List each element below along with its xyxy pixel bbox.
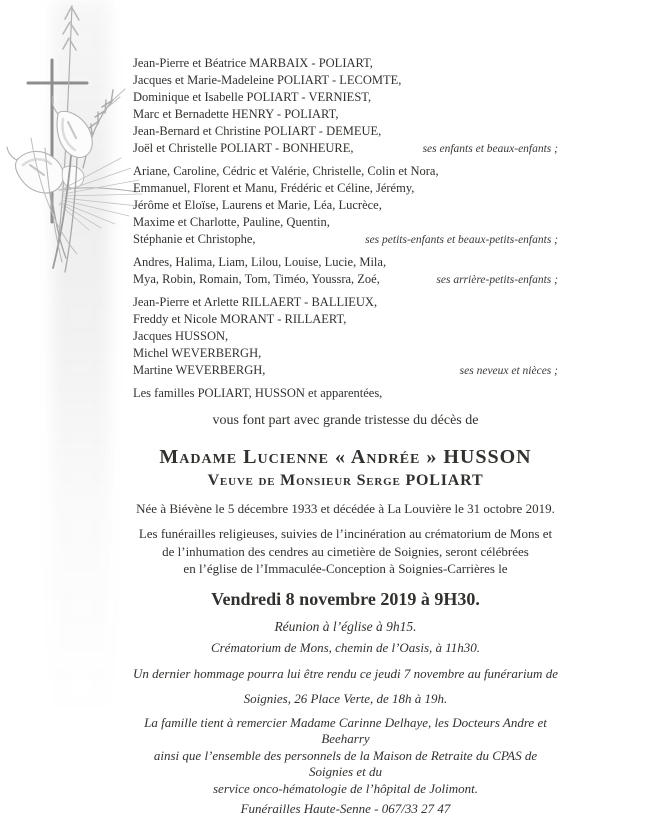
family-name: Marc et Bernadette HENRY - POLIART, (133, 107, 339, 121)
family-group-nephews-nieces (133, 294, 558, 380)
family-group-great-grandchildren (133, 254, 558, 289)
family-name: Andres, Halima, Liam, Lilou, Louise, Lucie, Mila, (133, 255, 387, 269)
family-name: Maxime et Charlotte, Pauline, Quentin, (133, 215, 330, 229)
thanks-paragraph (133, 715, 558, 798)
family-name: Jean-Bernard et Christine POLIART - DEMEUE, (133, 124, 382, 138)
family-name-line (133, 254, 558, 271)
family-name-line (133, 140, 558, 158)
deceased-title: Madame Lucienne « Andrée » (159, 446, 438, 468)
family-name-line (133, 362, 558, 380)
ceremony-paragraph (133, 525, 558, 578)
family-name-line (133, 180, 558, 197)
family-name-line (133, 294, 558, 311)
family-name-line (133, 106, 558, 123)
ceremony-line: en l’église de l’Immaculée-Conception à Soignies-Carrières le (183, 561, 508, 576)
tribute-line: Un dernier hommage pourra lui être rendu ce jeudi 7 novembre au funérarium de (133, 665, 558, 681)
family-name-line (133, 89, 558, 106)
family-name-line (133, 163, 558, 180)
family-group-grandchildren (133, 163, 558, 249)
related-families-line (133, 385, 558, 402)
family-name-line (133, 214, 558, 231)
family-name: Jérôme et Eloïse, Laurens et Marie, Léa, Lucrèce, (133, 198, 382, 212)
deceased-surname: HUSSON (443, 446, 532, 468)
thanks-line: ainsi que l’ensemble des personnels de la Maison de Retraite du CPAS de Soignies et du (153, 747, 538, 779)
tribute-paragraph (133, 665, 558, 707)
announcement-body (133, 55, 558, 817)
family-name: Jacques HUSSON, (133, 329, 229, 343)
family-name: Freddy et Nicole MORANT - RILLAERT, (133, 312, 347, 326)
family-name: Jean-Pierre et Béatrice MARBAIX - POLIART, (133, 56, 373, 70)
family-name: Jean-Pierre et Arlette RILLAERT - BALLIEUX, (133, 295, 378, 309)
relation-label: ses enfants et beaux-enfants ; (422, 143, 558, 155)
family-name-line (133, 123, 558, 140)
family-name: Michel WEVERBERGH, (133, 346, 262, 360)
widow-line (133, 470, 558, 491)
family-name-line (133, 231, 558, 249)
ceremony-line: de l’inhumation des cendres au cimetière de Soignies, seront célébrées (162, 543, 529, 559)
widow-surname: POLIART (405, 472, 484, 489)
thanks-line: La famille tient à remercier Madame Carinne Delhaye, les Docteurs Andre et Beeharry (144, 714, 547, 746)
family-name: Les familles POLIART, HUSSON et apparentées, (133, 386, 383, 400)
life-dates: Née à Biévène le 5 décembre 1933 et décédée à La Louvière le 31 octobre 2019. (136, 501, 555, 516)
family-name: Stéphanie et Christophe, (133, 232, 256, 246)
family-name: Jacques et Marie-Madeleine POLIART - LECOMTE, (133, 73, 402, 87)
family-name: Ariane, Caroline, Cédric et Valérie, Christelle, Colin et Nora, (133, 164, 439, 178)
family-name: Emmanuel, Florent et Manu, Frédéric et Céline, Jérémy, (133, 181, 415, 195)
family-name-line (133, 72, 558, 89)
meeting-line: Réunion à l’église à 9h15. (274, 618, 417, 634)
funeral-home-contact: Funérailles Haute-Senne - 067/33 27 47 (240, 801, 451, 816)
announcement-intro: vous font part avec grande tristesse du décès de (212, 413, 479, 428)
family-name-line (133, 271, 558, 289)
relation-label: ses arrière-petits-enfants ; (436, 274, 558, 286)
family-name: Martine WEVERBERGH, (133, 363, 266, 377)
family-name: Mya, Robin, Romain, Tom, Timéo, Youssra, Zoé, (133, 272, 380, 286)
family-name-line (133, 328, 558, 345)
family-name: Joël et Christelle POLIART - BONHEURE, (133, 141, 354, 155)
family-group-children (133, 55, 558, 158)
deceased-name (133, 445, 558, 470)
tribute-line: Soignies, 26 Place Verte, de 18h à 19h. (243, 690, 448, 706)
crematorium-line: Crématorium de Mons, chemin de l’Oasis, à 11h30. (210, 639, 481, 655)
family-name-line (133, 345, 558, 362)
thanks-line: service onco-hématologie de l’hôpital de Jolimont. (213, 780, 478, 796)
ceremony-datetime: Vendredi 8 novembre 2019 à 9H30. (211, 588, 480, 609)
family-name-line (133, 311, 558, 328)
relation-label: ses neveux et nièces ; (459, 365, 558, 377)
relation-label: ses petits-enfants et beaux-petits-enfants ; (365, 234, 558, 246)
family-name: Dominique et Isabelle POLIART - VERNIEST, (133, 90, 372, 104)
family-name-line (133, 197, 558, 214)
ceremony-line: Les funérailles religieuses, suivies de l’incinération au crématorium de Mons et (138, 526, 553, 541)
widow-prefix: Veuve de Monsieur Serge (207, 472, 401, 489)
family-name-line (133, 55, 558, 72)
